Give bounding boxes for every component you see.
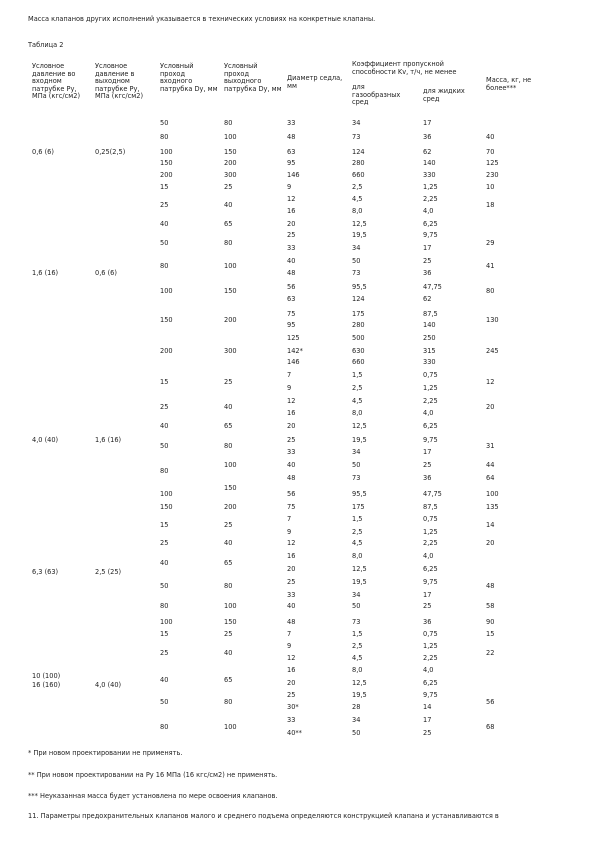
- capacity-liquid-cell: 140: [423, 159, 436, 167]
- seat-diameter-cell: 12: [287, 539, 296, 547]
- outlet-pressure-cell: 4,0 (40): [95, 681, 122, 689]
- inlet-diameter-cell: 25: [160, 649, 169, 657]
- capacity-liquid-cell: 2,25: [423, 654, 438, 662]
- outlet-diameter-cell: 100: [224, 602, 237, 610]
- capacity-liquid-cell: 1,25: [423, 642, 438, 650]
- header-capacity-gas: для газообразных сред: [352, 83, 401, 107]
- capacity-liquid-cell: 25: [423, 602, 432, 610]
- inlet-diameter-cell: 40: [160, 220, 169, 228]
- seat-diameter-cell: 33: [287, 119, 296, 127]
- seat-diameter-cell: 33: [287, 591, 296, 599]
- capacity-liquid-cell: 47,75: [423, 283, 442, 291]
- mass-cell: 15: [486, 630, 495, 638]
- capacity-gas-cell: 660: [352, 171, 365, 179]
- outlet-pressure-cell: 1,6 (16): [95, 436, 122, 444]
- mass-cell: 44: [486, 461, 495, 469]
- capacity-liquid-cell: 140: [423, 321, 436, 329]
- outlet-diameter-cell: 100: [224, 723, 237, 731]
- capacity-liquid-cell: 87,5: [423, 503, 438, 511]
- capacity-gas-cell: 8,0: [352, 207, 363, 215]
- seat-diameter-cell: 30*: [287, 703, 299, 711]
- mass-cell: 56: [486, 698, 495, 706]
- capacity-liquid-cell: 17: [423, 119, 432, 127]
- capacity-liquid-cell: 330: [423, 358, 436, 366]
- header-outlet-pressure: Условное давление в выходном патрубке Py, МПа (кгс/см2): [95, 62, 144, 101]
- capacity-liquid-cell: 2,25: [423, 397, 438, 405]
- inlet-diameter-cell: 50: [160, 698, 169, 706]
- outlet-diameter-cell: 80: [224, 239, 233, 247]
- inlet-pressure-cell: 16 (160): [32, 681, 61, 689]
- capacity-liquid-cell: 25: [423, 461, 432, 469]
- outlet-diameter-cell: 200: [224, 503, 237, 511]
- capacity-liquid-cell: 1,25: [423, 528, 438, 536]
- capacity-gas-cell: 50: [352, 257, 361, 265]
- capacity-liquid-cell: 36: [423, 269, 432, 277]
- header-inlet-pressure: Условное давление во входном патрубке Py, МПа (кгс/см2): [32, 62, 81, 101]
- inlet-pressure-cell: 10 (100): [32, 672, 61, 680]
- capacity-gas-cell: 19,5: [352, 231, 367, 239]
- seat-diameter-cell: 75: [287, 503, 296, 511]
- mass-cell: 68: [486, 723, 495, 731]
- capacity-liquid-cell: 6,25: [423, 220, 438, 228]
- footnote-1: * При новом проектировании не применять.: [28, 749, 183, 757]
- capacity-gas-cell: 124: [352, 148, 365, 156]
- seat-diameter-cell: 33: [287, 244, 296, 252]
- mass-cell: 18: [486, 201, 495, 209]
- capacity-liquid-cell: 36: [423, 133, 432, 141]
- capacity-gas-cell: 660: [352, 358, 365, 366]
- seat-diameter-cell: 25: [287, 231, 296, 239]
- inlet-diameter-cell: 150: [160, 159, 173, 167]
- outlet-diameter-cell: 100: [224, 262, 237, 270]
- seat-diameter-cell: 56: [287, 490, 296, 498]
- capacity-gas-cell: 73: [352, 474, 361, 482]
- seat-diameter-cell: 40: [287, 461, 296, 469]
- inlet-diameter-cell: 200: [160, 171, 173, 179]
- capacity-liquid-cell: 0,75: [423, 371, 438, 379]
- capacity-liquid-cell: 17: [423, 716, 432, 724]
- capacity-gas-cell: 34: [352, 244, 361, 252]
- inlet-diameter-cell: 100: [160, 618, 173, 626]
- mass-cell: 230: [486, 171, 499, 179]
- capacity-liquid-cell: 0,75: [423, 630, 438, 638]
- capacity-gas-cell: 1,5: [352, 371, 363, 379]
- capacity-gas-cell: 73: [352, 618, 361, 626]
- seat-diameter-cell: 16: [287, 409, 296, 417]
- inlet-diameter-cell: 40: [160, 676, 169, 684]
- inlet-diameter-cell: 150: [160, 503, 173, 511]
- capacity-gas-cell: 4,5: [352, 539, 363, 547]
- capacity-gas-cell: 73: [352, 133, 361, 141]
- capacity-gas-cell: 8,0: [352, 552, 363, 560]
- mass-cell: 90: [486, 618, 495, 626]
- mass-cell: 12: [486, 378, 495, 386]
- inlet-diameter-cell: 25: [160, 539, 169, 547]
- capacity-liquid-cell: 4,0: [423, 666, 434, 674]
- outlet-diameter-cell: 65: [224, 559, 233, 567]
- capacity-liquid-cell: 17: [423, 244, 432, 252]
- outlet-diameter-cell: 65: [224, 676, 233, 684]
- outlet-diameter-cell: 80: [224, 442, 233, 450]
- capacity-liquid-cell: 315: [423, 347, 436, 355]
- seat-diameter-cell: 16: [287, 207, 296, 215]
- inlet-diameter-cell: 100: [160, 287, 173, 295]
- capacity-gas-cell: 175: [352, 503, 365, 511]
- inlet-diameter-cell: 200: [160, 347, 173, 355]
- outlet-diameter-cell: 25: [224, 521, 233, 529]
- capacity-gas-cell: 8,0: [352, 666, 363, 674]
- capacity-gas-cell: 1,5: [352, 515, 363, 523]
- footnote-3: *** Неуказанная масса будет установлена по мере освоения клапанов.: [28, 792, 278, 800]
- capacity-gas-cell: 12,5: [352, 565, 367, 573]
- mass-cell: 80: [486, 287, 495, 295]
- capacity-gas-cell: 4,5: [352, 195, 363, 203]
- capacity-gas-cell: 34: [352, 716, 361, 724]
- capacity-liquid-cell: 4,0: [423, 552, 434, 560]
- capacity-liquid-cell: 4,0: [423, 409, 434, 417]
- inlet-diameter-cell: 80: [160, 467, 169, 475]
- capacity-liquid-cell: 1,25: [423, 384, 438, 392]
- outlet-diameter-cell: 80: [224, 119, 233, 127]
- seat-diameter-cell: 125: [287, 334, 300, 342]
- mass-cell: 41: [486, 262, 495, 270]
- capacity-gas-cell: 73: [352, 269, 361, 277]
- mass-cell: 245: [486, 347, 499, 355]
- capacity-liquid-cell: 330: [423, 171, 436, 179]
- seat-diameter-cell: 12: [287, 195, 296, 203]
- mass-cell: 64: [486, 474, 495, 482]
- seat-diameter-cell: 12: [287, 397, 296, 405]
- capacity-gas-cell: 124: [352, 295, 365, 303]
- seat-diameter-cell: 146: [287, 171, 300, 179]
- inlet-pressure-cell: 4,0 (40): [32, 436, 59, 444]
- seat-diameter-cell: 63: [287, 295, 296, 303]
- outlet-diameter-cell: 200: [224, 159, 237, 167]
- seat-diameter-cell: 25: [287, 578, 296, 586]
- paragraph-11: 11. Параметры предохранительных клапанов малого и среднего подъема определяются конструкцией клапана и устанавливаются в: [28, 812, 499, 820]
- outlet-diameter-cell: 150: [224, 618, 237, 626]
- header-inlet-diameter: Условный проход входного патрубка Dy, мм: [160, 62, 218, 93]
- seat-diameter-cell: 48: [287, 618, 296, 626]
- capacity-liquid-cell: 17: [423, 448, 432, 456]
- inlet-diameter-cell: 80: [160, 262, 169, 270]
- seat-diameter-cell: 16: [287, 666, 296, 674]
- seat-diameter-cell: 20: [287, 679, 296, 687]
- capacity-liquid-cell: 9,75: [423, 436, 438, 444]
- mass-cell: 70: [486, 148, 495, 156]
- seat-diameter-cell: 7: [287, 371, 292, 379]
- seat-diameter-cell: 33: [287, 448, 296, 456]
- capacity-liquid-cell: 36: [423, 474, 432, 482]
- mass-cell: 20: [486, 539, 495, 547]
- outlet-diameter-cell: 100: [224, 133, 237, 141]
- outlet-diameter-cell: 150: [224, 148, 237, 156]
- capacity-liquid-cell: 36: [423, 618, 432, 626]
- outlet-diameter-cell: 25: [224, 183, 233, 191]
- seat-diameter-cell: 16: [287, 552, 296, 560]
- capacity-gas-cell: 19,5: [352, 436, 367, 444]
- capacity-gas-cell: 34: [352, 448, 361, 456]
- seat-diameter-cell: 7: [287, 630, 292, 638]
- seat-diameter-cell: 95: [287, 321, 296, 329]
- seat-diameter-cell: 9: [287, 528, 292, 536]
- inlet-diameter-cell: 80: [160, 133, 169, 141]
- seat-diameter-cell: 9: [287, 183, 292, 191]
- capacity-liquid-cell: 6,25: [423, 422, 438, 430]
- outlet-diameter-cell: 40: [224, 539, 233, 547]
- intro-text: Масса клапанов других исполнений указывается в технических условиях на конкретные клапаны.: [28, 15, 376, 23]
- mass-cell: 29: [486, 239, 495, 247]
- capacity-gas-cell: 500: [352, 334, 365, 342]
- capacity-liquid-cell: 0,75: [423, 515, 438, 523]
- outlet-diameter-cell: 25: [224, 378, 233, 386]
- capacity-liquid-cell: 1,25: [423, 183, 438, 191]
- capacity-liquid-cell: 17: [423, 591, 432, 599]
- capacity-liquid-cell: 87,5: [423, 310, 438, 318]
- outlet-diameter-cell: 80: [224, 582, 233, 590]
- seat-diameter-cell: 48: [287, 474, 296, 482]
- header-capacity: Коэффициент пропускной способности Kv, т/ч, не менее: [352, 60, 457, 76]
- mass-cell: 14: [486, 521, 495, 529]
- outlet-diameter-cell: 65: [224, 422, 233, 430]
- seat-diameter-cell: 40**: [287, 729, 302, 737]
- mass-cell: 22: [486, 649, 495, 657]
- seat-diameter-cell: 142*: [287, 347, 303, 355]
- inlet-diameter-cell: 15: [160, 521, 169, 529]
- capacity-gas-cell: 12,5: [352, 220, 367, 228]
- capacity-liquid-cell: 14: [423, 703, 432, 711]
- outlet-diameter-cell: 300: [224, 347, 237, 355]
- capacity-liquid-cell: 9,75: [423, 691, 438, 699]
- capacity-gas-cell: 4,5: [352, 654, 363, 662]
- inlet-diameter-cell: 15: [160, 630, 169, 638]
- seat-diameter-cell: 9: [287, 642, 292, 650]
- inlet-pressure-cell: 0,6 (6): [32, 148, 54, 156]
- mass-cell: 48: [486, 582, 495, 590]
- inlet-diameter-cell: 25: [160, 403, 169, 411]
- capacity-gas-cell: 12,5: [352, 422, 367, 430]
- capacity-liquid-cell: 25: [423, 729, 432, 737]
- header-capacity-liquid: для жидких сред: [423, 87, 465, 103]
- seat-diameter-cell: 20: [287, 422, 296, 430]
- mass-cell: 40: [486, 133, 495, 141]
- seat-diameter-cell: 7: [287, 515, 292, 523]
- seat-diameter-cell: 40: [287, 257, 296, 265]
- capacity-liquid-cell: 47,75: [423, 490, 442, 498]
- table-label: Таблица 2: [28, 41, 64, 49]
- mass-cell: 20: [486, 403, 495, 411]
- seat-diameter-cell: 9: [287, 384, 292, 392]
- capacity-gas-cell: 28: [352, 703, 361, 711]
- capacity-gas-cell: 280: [352, 159, 365, 167]
- capacity-liquid-cell: 2,25: [423, 539, 438, 547]
- inlet-diameter-cell: 100: [160, 148, 173, 156]
- capacity-gas-cell: 1,5: [352, 630, 363, 638]
- outlet-pressure-cell: 0,25(2,5): [95, 148, 126, 156]
- capacity-gas-cell: 630: [352, 347, 365, 355]
- seat-diameter-cell: 25: [287, 691, 296, 699]
- outlet-pressure-cell: 0,6 (6): [95, 269, 117, 277]
- seat-diameter-cell: 12: [287, 654, 296, 662]
- inlet-diameter-cell: 50: [160, 119, 169, 127]
- seat-diameter-cell: 146: [287, 358, 300, 366]
- seat-diameter-cell: 40: [287, 602, 296, 610]
- header-mass: Масса, кг, не более***: [486, 76, 532, 92]
- header-seat-diameter: Диаметр седла, мм: [287, 74, 343, 90]
- outlet-diameter-cell: 40: [224, 649, 233, 657]
- seat-diameter-cell: 20: [287, 565, 296, 573]
- capacity-gas-cell: 34: [352, 591, 361, 599]
- seat-diameter-cell: 33: [287, 716, 296, 724]
- inlet-diameter-cell: 80: [160, 723, 169, 731]
- inlet-pressure-cell: 6,3 (63): [32, 568, 59, 576]
- capacity-gas-cell: 50: [352, 461, 361, 469]
- mass-cell: 130: [486, 316, 499, 324]
- capacity-gas-cell: 8,0: [352, 409, 363, 417]
- capacity-gas-cell: 175: [352, 310, 365, 318]
- capacity-gas-cell: 2,5: [352, 642, 363, 650]
- mass-cell: 58: [486, 602, 495, 610]
- capacity-gas-cell: 34: [352, 119, 361, 127]
- capacity-liquid-cell: 62: [423, 295, 432, 303]
- capacity-gas-cell: 50: [352, 729, 361, 737]
- outlet-diameter-cell: 40: [224, 201, 233, 209]
- seat-diameter-cell: 48: [287, 269, 296, 277]
- inlet-diameter-cell: 25: [160, 201, 169, 209]
- capacity-liquid-cell: 6,25: [423, 565, 438, 573]
- capacity-gas-cell: 2,5: [352, 183, 363, 191]
- capacity-gas-cell: 12,5: [352, 679, 367, 687]
- seat-diameter-cell: 56: [287, 283, 296, 291]
- outlet-diameter-cell: 300: [224, 171, 237, 179]
- seat-diameter-cell: 63: [287, 148, 296, 156]
- seat-diameter-cell: 95: [287, 159, 296, 167]
- capacity-gas-cell: 19,5: [352, 691, 367, 699]
- capacity-gas-cell: 95,5: [352, 490, 367, 498]
- inlet-diameter-cell: 50: [160, 582, 169, 590]
- outlet-diameter-cell: 65: [224, 220, 233, 228]
- mass-cell: 100: [486, 490, 499, 498]
- capacity-gas-cell: 19,5: [352, 578, 367, 586]
- capacity-liquid-cell: 9,75: [423, 578, 438, 586]
- outlet-diameter-cell: 150: [224, 287, 237, 295]
- outlet-diameter-cell: 150: [224, 484, 237, 492]
- capacity-liquid-cell: 6,25: [423, 679, 438, 687]
- inlet-diameter-cell: 40: [160, 559, 169, 567]
- capacity-liquid-cell: 250: [423, 334, 436, 342]
- capacity-liquid-cell: 62: [423, 148, 432, 156]
- inlet-diameter-cell: 100: [160, 490, 173, 498]
- inlet-diameter-cell: 15: [160, 183, 169, 191]
- capacity-liquid-cell: 4,0: [423, 207, 434, 215]
- inlet-diameter-cell: 150: [160, 316, 173, 324]
- mass-cell: 31: [486, 442, 495, 450]
- capacity-liquid-cell: 9,75: [423, 231, 438, 239]
- seat-diameter-cell: 20: [287, 220, 296, 228]
- outlet-diameter-cell: 100: [224, 461, 237, 469]
- capacity-liquid-cell: 25: [423, 257, 432, 265]
- seat-diameter-cell: 48: [287, 133, 296, 141]
- capacity-gas-cell: 2,5: [352, 384, 363, 392]
- mass-cell: 135: [486, 503, 499, 511]
- footnote-2: ** При новом проектировании на Py 16 МПа (16 кгс/см2) не применять.: [28, 771, 278, 779]
- seat-diameter-cell: 75: [287, 310, 296, 318]
- mass-cell: 125: [486, 159, 499, 167]
- outlet-diameter-cell: 80: [224, 698, 233, 706]
- inlet-diameter-cell: 50: [160, 239, 169, 247]
- mass-cell: 10: [486, 183, 495, 191]
- inlet-diameter-cell: 80: [160, 602, 169, 610]
- seat-diameter-cell: 25: [287, 436, 296, 444]
- capacity-gas-cell: 4,5: [352, 397, 363, 405]
- inlet-pressure-cell: 1,6 (16): [32, 269, 59, 277]
- outlet-diameter-cell: 40: [224, 403, 233, 411]
- outlet-diameter-cell: 25: [224, 630, 233, 638]
- capacity-gas-cell: 50: [352, 602, 361, 610]
- capacity-gas-cell: 2,5: [352, 528, 363, 536]
- header-outlet-diameter: Условный проход выходного патрубка Dy, мм: [224, 62, 282, 93]
- outlet-pressure-cell: 2,5 (25): [95, 568, 122, 576]
- inlet-diameter-cell: 50: [160, 442, 169, 450]
- outlet-diameter-cell: 200: [224, 316, 237, 324]
- capacity-gas-cell: 280: [352, 321, 365, 329]
- capacity-gas-cell: 95,5: [352, 283, 367, 291]
- inlet-diameter-cell: 15: [160, 378, 169, 386]
- capacity-liquid-cell: 2,25: [423, 195, 438, 203]
- inlet-diameter-cell: 40: [160, 422, 169, 430]
